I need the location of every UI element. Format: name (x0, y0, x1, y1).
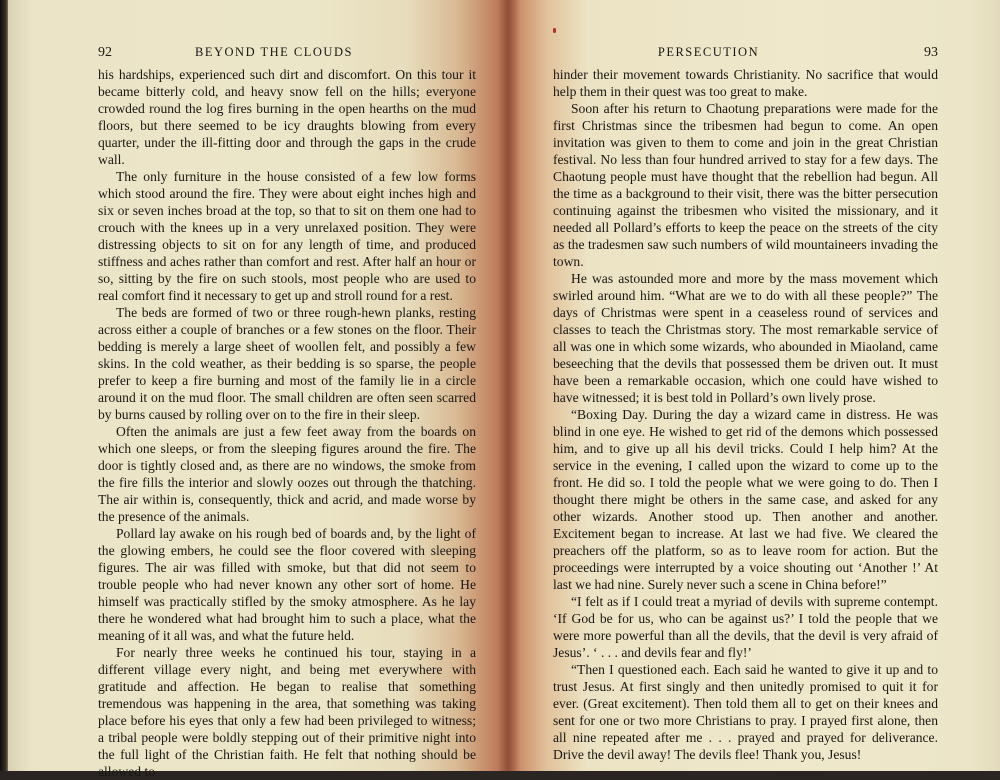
right-running-title: PERSECUTION (657, 45, 760, 59)
right-page-number: 93 (924, 45, 938, 60)
right-running-head (553, 44, 938, 64)
left-running-title: BEYOND THE CLOUDS (195, 45, 353, 59)
paragraph: his hardships, experienced such dirt and discomfort. On this tour it became bitterly cold, and heavy snow fell on the hills; everyone crowded round the log fires burning in the open hearths on the mud floors, but there seemed to be icy draughts blowing from every quarter, under the ill-fitting door and through the gaps in the crude wall. (98, 67, 476, 167)
paragraph: The beds are formed of two or three rough-hewn planks, resting across either a couple of branches or a few stones on the floor. Their bedding is merely a large sheet of woollen felt, and possibly a few skins. In the cold weather, as their bedding is so sparse, the people prefer to keep a fire burning and most of the family lie in a circle around it on the mud floor. The small children are often seen scarred by burns caused by rolling over on to the fire in their sleep. (98, 305, 476, 422)
left-running-head (98, 44, 476, 64)
paragraph: “I felt as if I could treat a myriad of devils with supreme contempt. ‘If God be for us, who can be against us?’ I told the people that we were more powerful than all the devils, that the devil is very afraid of Jesus’. ‘ . . . and devils fear and fly!’ (553, 594, 938, 660)
paragraph: Often the animals are just a few feet away from the boards on which one sleeps, or from the sleeping figures around the fire. The door is tightly closed and, as there are no windows, the smoke from the fire fills the interior and slowly oozes out through the thatching. The air within is, consequently, thick and acrid, and made worse by the presence of the animals. (98, 424, 476, 524)
paragraph: He was astounded more and more by the mass movement which swirled around him. “What are we to do with all these people?” The days of Christmas were spent in a ceaseless round of services and classes to teach the Christmas story. The most remarkable service of all was one in which some wizards, who abounded in Miaoland, came beseeching that the devils that possessed them be driven out. It must have been a remarkable occasion, which one could have wished to have witnessed; it is best told in Pollard’s own lively prose. (553, 271, 938, 405)
paragraph: The only furniture in the house consisted of a few low forms which stood around the fire. They were about eight inches high and six or seven inches broad at the top, so that to sit on them one had to crouch with the knees up in a very unrelaxed position. They were distressing objects to sit on for any length of time, and produced stiffness and aches rather than comfort and rest. After half an hour or so, sitting by the fire on such stools, most people who are used to real comfort find it necessary to get up and stroll round for a rest. (98, 169, 476, 303)
right-page (508, 0, 1000, 771)
left-page (8, 0, 508, 779)
paragraph: Pollard lay awake on his rough bed of boards and, by the light of the glowing embers, he could see the floor covered with sleeping figures. The air was filled with smoke, but that did not seem to trouble people who had never known any other sort of home. He himself was practically stifled by the smoky atmosphere. As he lay there he wondered what had brought him to such a place, what the meaning of it all was, and what the future held. (98, 526, 476, 643)
paragraph: “Then I questioned each. Each said he wanted to give it up and to trust Jesus. At first singly and then unitedly promised to quit it for ever. (Great excitement). Then told them all to get on their knees and sent for one or two more Christians to pray. I prayed first alone, then all nine repeated after me . . . prayed and prayed for deliverance. Drive the devil away! The devils flee! Thank you, Jesus! (553, 662, 938, 762)
paragraph: For nearly three weeks he continued his tour, staying in a different village every night, and being met everywhere with gratitude and affection. He began to realise that something tremendous was happening in the area, that something was taking place before his eyes that only a few had been privileged to witness; a tribal people were boldly stepping out of their primitive night into the full light of the Christian faith. He felt that nothing should be allowed to (98, 645, 476, 779)
left-page-body (98, 66, 476, 780)
right-page-body (553, 66, 938, 763)
ink-mark (553, 28, 556, 33)
paragraph: Soon after his return to Chaotung preparations were made for the first Christmas since the tribesmen had begun to come. An open invitation was given to them to come and join in the great Christian festival. No less than four hundred arrived to stay for a few days. The Chaotung people must have thought that the rebellion had begun. All the time as a background to their visit, there was the bitter persecution continuing against the tribesmen who visited the missionary, and it needed all Pollard’s efforts to keep the peace on the streets of the city as the tradesmen saw such numbers of wild mountaineers invading the town. (553, 101, 938, 269)
paragraph: hinder their movement towards Christianity. No sacrifice that would help them in their quest was too great to make. (553, 67, 938, 99)
paragraph: “Boxing Day. During the day a wizard came in distress. He was blind in one eye. He wished to get rid of the demons which possessed him, and to give up all his devil tricks. Could I help him? At the service in the evening, I called upon the wizard to come up to the front. He did so. I told the people what we were going to do. Then I thought there might be others in the same case, and asked for any other wizards. Another stood up. Then another and another. Excitement began to increase. At last we had five. We cleared the preachers off the platform, so as to leave room for action. But the proceedings were interrupted by a voice shouting out ‘Another !’ At last we had nine. Surely never such a scene in China before!” (553, 407, 938, 592)
left-page-number: 92 (98, 45, 112, 60)
